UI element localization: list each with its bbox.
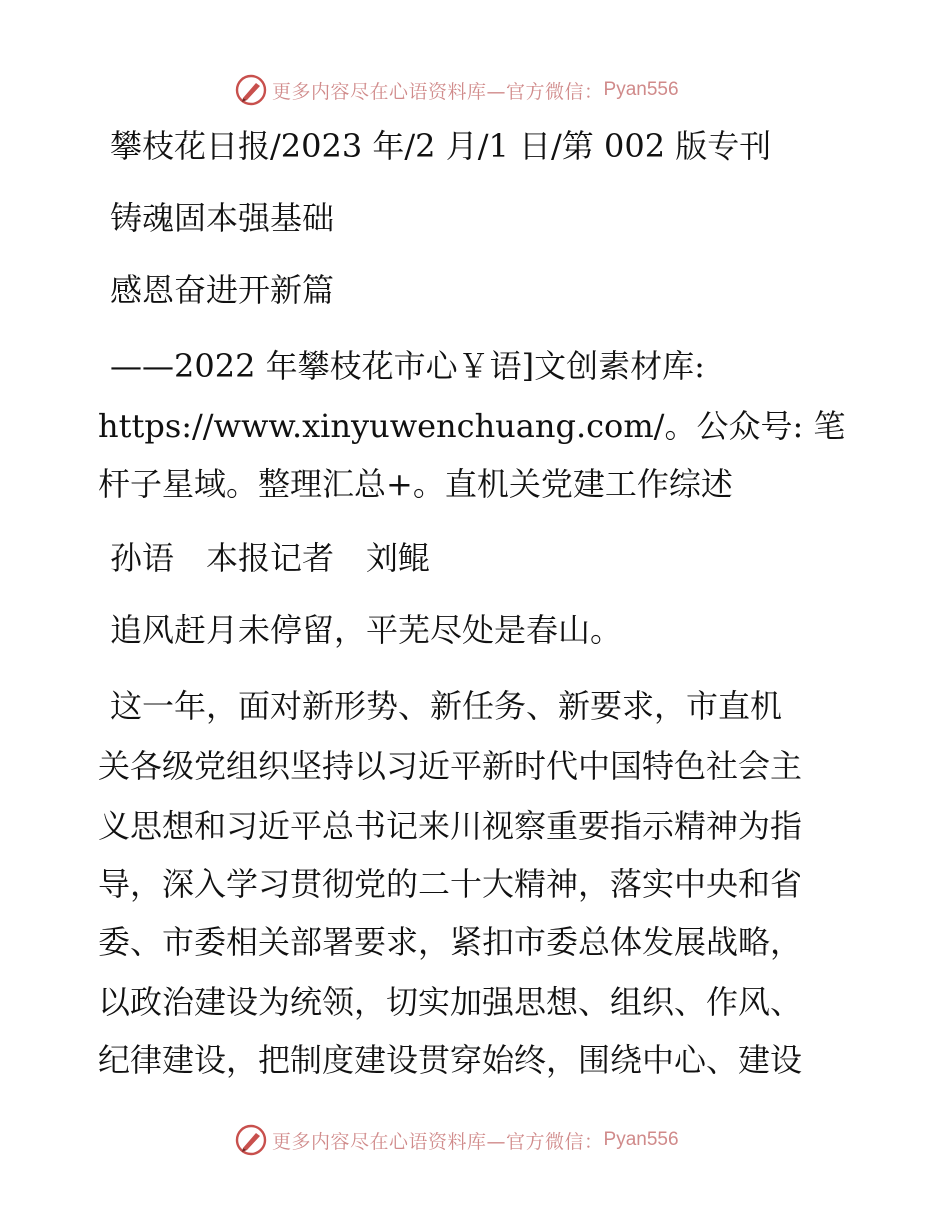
- pen-logo-icon: [234, 1123, 268, 1157]
- body-line-2: 关各级党组织坚持以习近平新时代中国特色社会主: [98, 747, 803, 785]
- byline: 孙语 本报记者 刘鲲: [110, 539, 431, 577]
- subtitle-line-1: ——2022 年攀枝花市心￥语]文创素材库:: [110, 347, 705, 385]
- lead-paragraph: 追风赶月未停留，平芜尽处是春山。: [110, 611, 623, 649]
- body-line-4: 导，深入学习贯彻党的二十大精神，落实中央和省: [98, 865, 803, 903]
- body-line-5: 委、市委相关部署要求，紧扣市委总体发展战略，: [98, 923, 803, 961]
- subtitle-line-2: https://www.xinyuwenchuang.com/。公众号: 笔: [98, 407, 846, 445]
- watermark-text: 更多内容尽在心语资料库—官方微信：: [272, 1130, 604, 1153]
- title-line-1: 铸魂固本强基础: [110, 199, 335, 237]
- watermark-text: 更多内容尽在心语资料库—官方微信：: [272, 80, 604, 103]
- subtitle-line-3: 杆子星域。整理汇总+。直机关党建工作综述: [98, 465, 733, 503]
- body-line-7: 纪律建设，把制度建设贯穿始终，围绕中心、建设: [98, 1041, 803, 1079]
- body-line-1: 这一年，面对新形势、新任务、新要求，市直机: [110, 687, 783, 725]
- footer-watermark: [234, 1120, 679, 1160]
- body-line-6: 以政治建设为统领，切实加强思想、组织、作风、: [98, 983, 803, 1021]
- watermark-account: Pyan556: [603, 79, 679, 100]
- body-line-3: 义思想和习近平总书记来川视察重要指示精神为指: [98, 807, 803, 845]
- title-line-2: 感恩奋进开新篇: [110, 271, 335, 309]
- header-watermark: [234, 70, 679, 110]
- dateline: 攀枝花日报/2023 年/2 月/1 日/第 002 版专刊: [110, 127, 772, 165]
- watermark-account: Pyan556: [603, 1129, 679, 1150]
- pen-logo-icon: [234, 73, 268, 107]
